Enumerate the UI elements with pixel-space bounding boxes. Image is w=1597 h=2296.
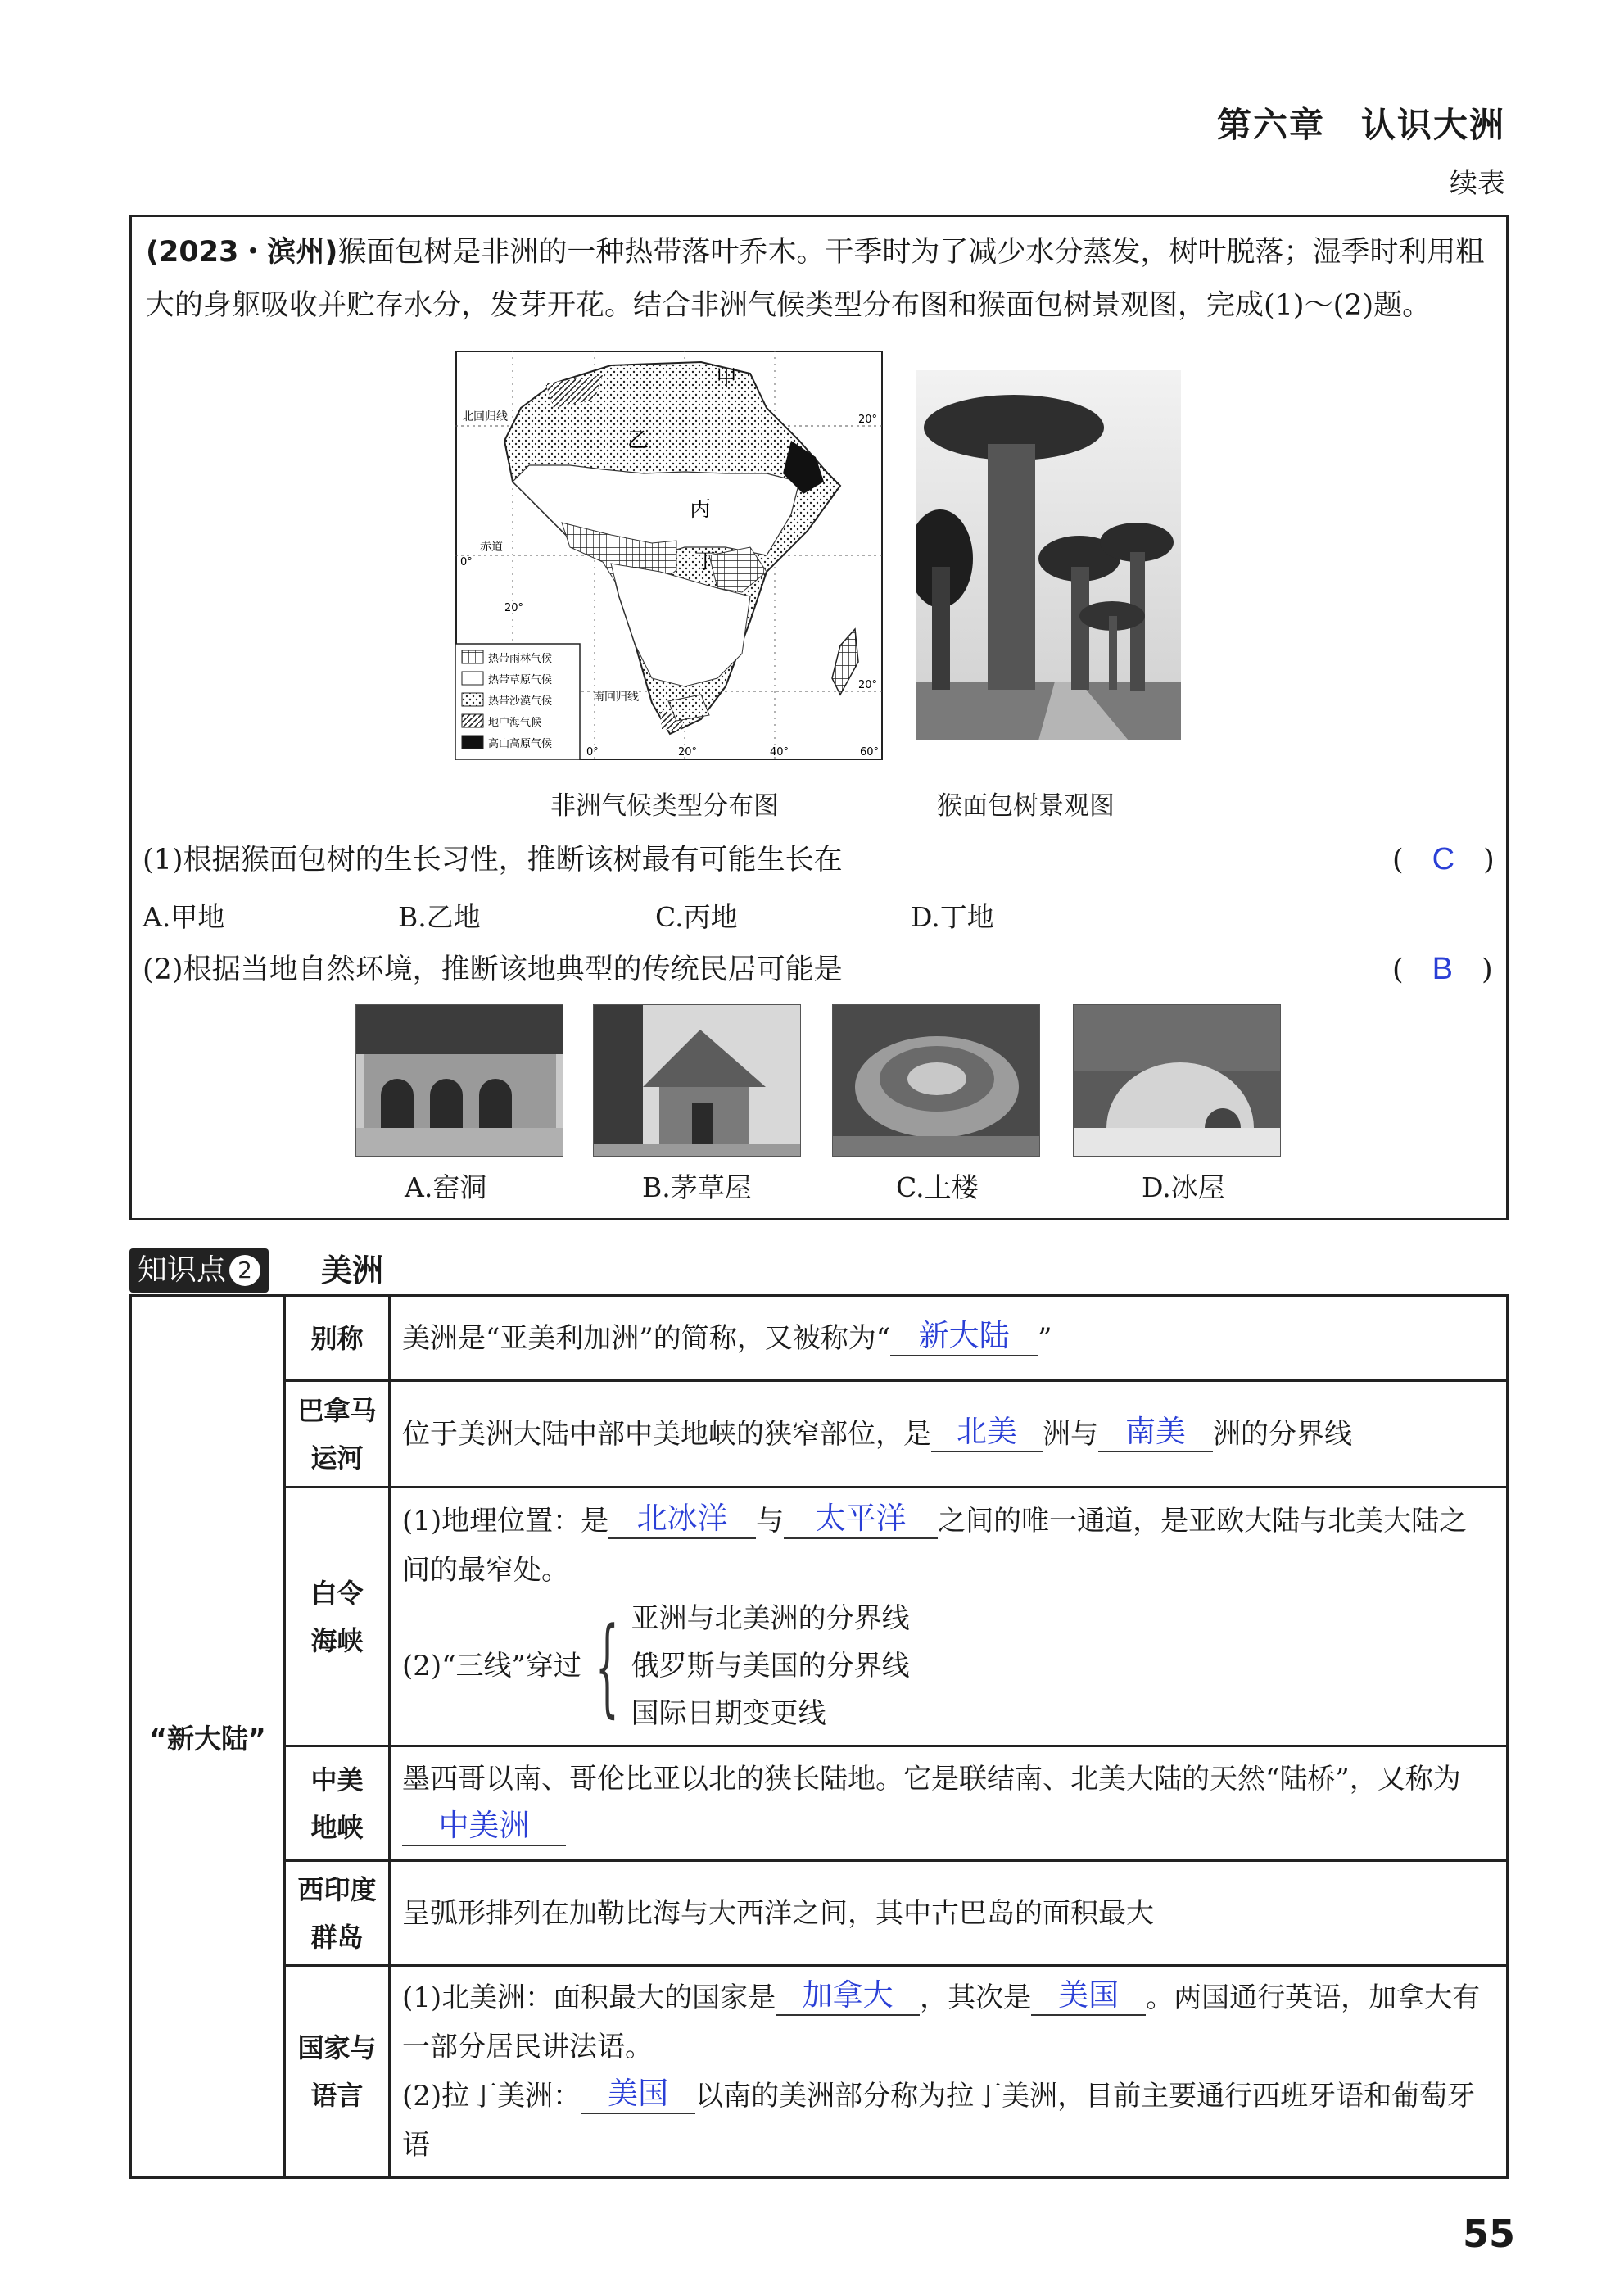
answer-blank: 美国 xyxy=(581,2075,695,2114)
q2-option: D.冰屋 xyxy=(1142,1171,1225,1203)
text: ” xyxy=(1038,1321,1052,1355)
answer-blank: 中美洲 xyxy=(402,1807,566,1846)
map-lon-20e: 20° xyxy=(678,746,698,759)
page-number: 55 xyxy=(1462,2212,1515,2256)
list-item: 亚洲与北美洲的分界线 xyxy=(631,1601,910,1635)
map-lon-40e: 40° xyxy=(770,746,789,759)
map-caption: 非洲气候类型分布图 xyxy=(550,791,779,821)
question-source: (2023・滨州) xyxy=(146,236,338,269)
table-row xyxy=(131,1296,1508,1381)
q1-option: D.丁地 xyxy=(911,901,994,933)
row-label xyxy=(285,1381,390,1488)
answer-blank: 北冰洋 xyxy=(608,1500,756,1539)
knowledge-badge-number: 2 xyxy=(229,1255,260,1286)
q2-option: B.茅草屋 xyxy=(642,1171,752,1203)
row-label-line: 白令 xyxy=(310,1577,364,1609)
table-row xyxy=(131,1861,1508,1966)
text: 洲与 xyxy=(1043,1417,1098,1451)
map-lon-20w: 20° xyxy=(504,602,524,614)
knowledge-title: 美洲 xyxy=(321,1252,384,1288)
text: 墨西哥以南、哥伦比亚以北的狭长陆地。它是联结南、北美大陆的天然“陆桥”，又称为 xyxy=(402,1762,1461,1796)
row-label xyxy=(285,1966,390,2178)
text: ，其次是 xyxy=(920,1981,1032,2014)
group-label: “新大陆” xyxy=(131,1296,285,2178)
q2-option: A.窑洞 xyxy=(405,1171,487,1203)
table-row xyxy=(131,1746,1508,1861)
row-label-line: 海峡 xyxy=(310,1624,364,1656)
row-content xyxy=(390,1746,1508,1861)
list-item: 国际日期变更线 xyxy=(631,1696,826,1730)
row-content xyxy=(390,1381,1508,1488)
row-label-line: 国家与 xyxy=(297,2032,377,2063)
table-row xyxy=(131,1966,1508,2178)
knowledge-table xyxy=(129,1294,1509,2179)
legend-item: 热带沙漠气候 xyxy=(488,695,553,708)
brace: { xyxy=(595,1603,619,1728)
chapter-title: 第六章 认识大洲 xyxy=(1216,105,1505,145)
map-label-tropic-n: 北回归线 xyxy=(462,410,508,423)
answer-blank: 太平洋 xyxy=(784,1500,938,1539)
cave-dwelling-photo xyxy=(355,1004,563,1157)
answer-blank: 南美 xyxy=(1098,1413,1213,1452)
photo-caption: 猴面包树景观图 xyxy=(937,791,1115,821)
row-label-line: 中美 xyxy=(310,1764,364,1796)
map-lon-60e: 60° xyxy=(860,746,880,759)
map-label-tropic-s: 南回归线 xyxy=(593,691,639,704)
text: 以南的美洲部分称为拉丁美洲，目前主要通行西班牙语和葡萄牙语 xyxy=(402,2080,1476,2162)
row-label-line: 语言 xyxy=(310,2080,364,2111)
text: 与 xyxy=(756,1504,785,1537)
map-label-bing: 丙 xyxy=(690,497,712,522)
q1-option: C.丙地 xyxy=(655,901,738,933)
answer-blank: 新大陆 xyxy=(890,1317,1038,1356)
row-content xyxy=(390,1488,1508,1746)
africa-climate-map xyxy=(455,351,883,760)
list-item: 俄罗斯与美国的分界线 xyxy=(631,1649,910,1682)
q1-option: B.乙地 xyxy=(398,901,481,933)
row-label xyxy=(285,1488,390,1746)
map-lon-0: 0° xyxy=(586,746,599,759)
q1-answer-bracket: ( C ) xyxy=(1392,842,1495,876)
text: 美洲是“亚美利加洲”的简称，又被称为“ xyxy=(402,1321,891,1355)
text: 位于美洲大陆中部中美地峡的狭窄部位，是 xyxy=(402,1417,931,1451)
map-lat-20n: 20° xyxy=(858,414,878,426)
row-content xyxy=(390,1296,1508,1381)
map-label-yi: 乙 xyxy=(627,428,649,453)
q2-text: (2)根据当地自然环境，推断该地典型的传统民居可能是 xyxy=(143,953,843,986)
knowledge-badge-label: 知识点 xyxy=(138,1253,227,1287)
baobab-photo-image xyxy=(916,370,1181,740)
row-label xyxy=(285,1861,390,1966)
map-label-equator: 赤道 xyxy=(480,541,503,554)
q1-text: (1)根据猴面包树的生长习性，推断该树最有可能生长在 xyxy=(143,844,843,876)
q1-answer: C xyxy=(1432,842,1455,876)
knowledge-badge xyxy=(129,1248,269,1293)
answer-blank: 北美 xyxy=(931,1413,1043,1452)
legend-item: 热带草原气候 xyxy=(488,674,553,686)
row-label-line: 地峡 xyxy=(310,1811,364,1843)
legend-item: 热带雨林气候 xyxy=(488,653,553,665)
row-label xyxy=(285,1746,390,1861)
baobab-photo xyxy=(916,370,1181,740)
map-label-ding: 丁 xyxy=(694,550,717,574)
text: 之间的唯一通道，是亚欧大陆与北美大陆之间的最窄处。 xyxy=(402,1504,1468,1587)
question-stem-text: 猴面包树是非洲的一种热带落叶乔木。干季时为了减少水分蒸发，树叶脱落；湿季时利用粗大的身躯吸收并贮存水分，发芽开花。结合非洲气候类型分布图和猴面包树景观图，完成(1)～(2)题。 xyxy=(146,236,1485,322)
row-label-line: 群岛 xyxy=(310,1921,364,1953)
table-row xyxy=(131,1381,1508,1488)
legend-item: 地中海气候 xyxy=(488,717,542,729)
row-content: 呈弧形排列在加勒比海与大西洋之间，其中古巴岛的面积最大 xyxy=(390,1861,1508,1966)
row-label-line: 巴拿马 xyxy=(297,1394,377,1426)
question-stem xyxy=(146,226,1497,333)
three-lines xyxy=(402,1595,1495,1737)
q1-option: A.甲地 xyxy=(143,901,225,933)
q2-option: C.土楼 xyxy=(896,1171,979,1203)
row-label-line: 西印度 xyxy=(297,1873,377,1905)
thatched-hut-photo xyxy=(593,1004,801,1157)
text: (2)“三线”穿过 xyxy=(402,1649,581,1682)
map-lat-0: 0° xyxy=(460,556,473,568)
continued-label: 续表 xyxy=(1450,167,1505,200)
map-lat-20s: 20° xyxy=(858,679,878,691)
row-label: 别称 xyxy=(285,1296,390,1381)
answer-blank: 美国 xyxy=(1031,1977,1146,2016)
text: (2)拉丁美洲： xyxy=(402,2080,581,2113)
row-content xyxy=(390,1966,1508,2178)
igloo-photo xyxy=(1073,1004,1281,1157)
q2-answer: B xyxy=(1432,952,1454,986)
text: 洲的分界线 xyxy=(1213,1417,1352,1451)
row-label-line: 运河 xyxy=(310,1442,364,1474)
text: (1)地理位置：是 xyxy=(402,1504,609,1537)
q2-answer-bracket: ( B ) xyxy=(1392,952,1493,986)
text: (1)北美洲：面积最大的国家是 xyxy=(402,1981,776,2014)
tulou-photo xyxy=(832,1004,1040,1157)
legend-item: 高山高原气候 xyxy=(488,738,553,750)
table-row xyxy=(131,1488,1508,1746)
text: 。两国通行英语，加拿大有一部分居民讲法语。 xyxy=(402,1981,1481,2063)
map-label-jia: 甲 xyxy=(716,366,738,391)
answer-blank: 加拿大 xyxy=(776,1977,920,2016)
